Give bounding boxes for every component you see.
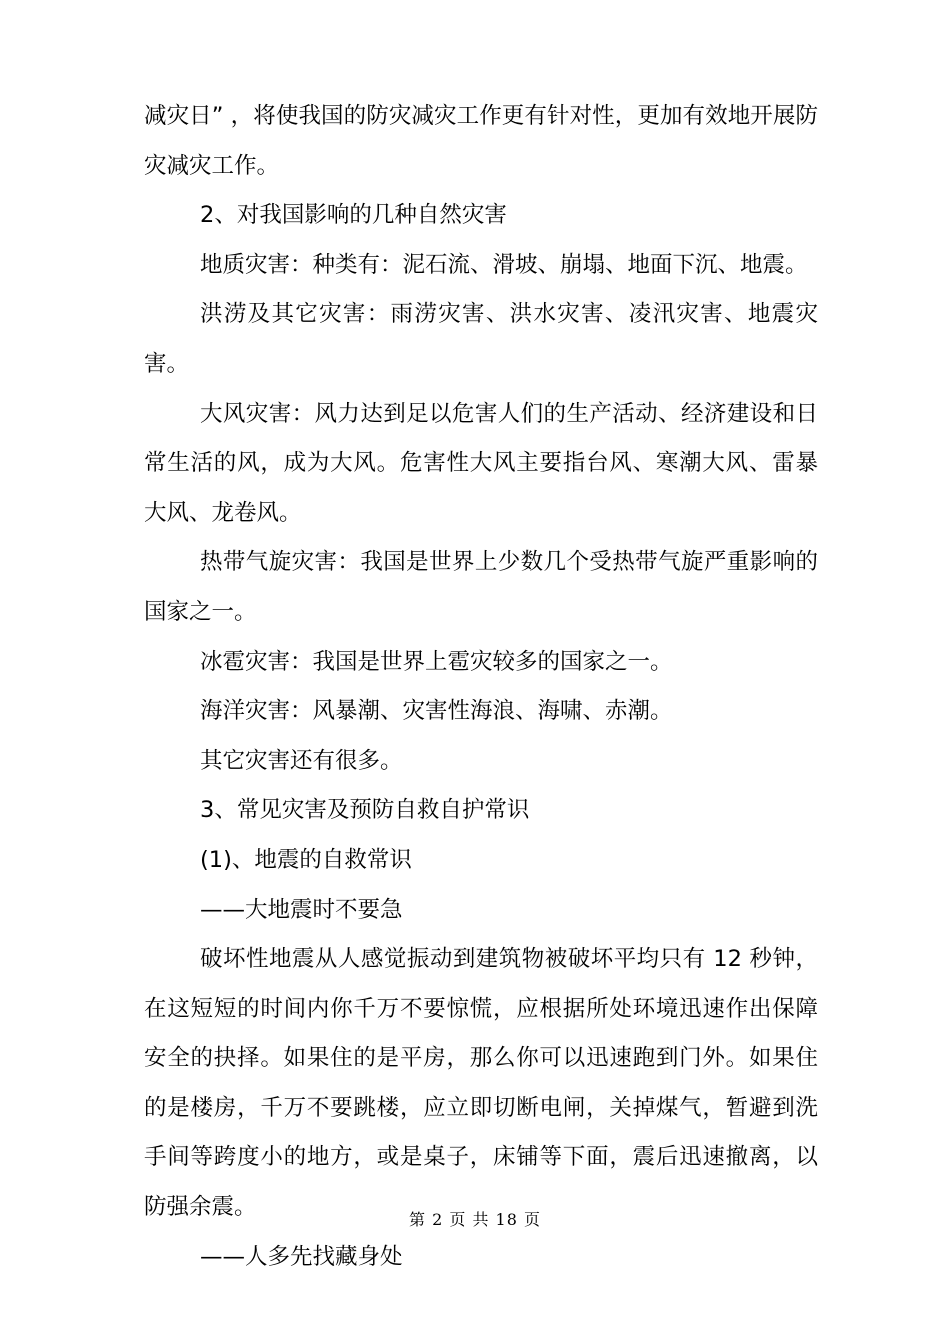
paragraph-8: 海洋灾害：风暴潮、灾害性海浪、海啸、赤潮。 <box>200 698 673 725</box>
paragraph-14-tip: ——人多先找藏身处 <box>200 1243 403 1270</box>
paragraph-1: 减灾日” ，将使我国的防灾减灾工作更有针对性，更加有效地开展防灾减灾工作。 <box>144 103 818 179</box>
paragraph-13: 破坏性地震从人感觉振动到建筑物被破坏平均只有 12 秒钟，在这短短的时间内你千万不要惊慌，应根据所处环境迅速作出保障安全的抉择。如果住的是平房，那么你可以迅速跑到门外。如果住的是楼房，千万不要跳楼，应立即切断电闸，关掉煤气，暂避到洗手间等跨度小的地方，或是桌子，床铺等下面，震后迅速撤离，以防强余震。 <box>144 946 818 1221</box>
paragraph-7: 冰雹灾害：我国是世界上雹灾较多的国家之一。 <box>200 648 673 675</box>
paragraph-3: 地质灾害：种类有：泥石流、滑坡、崩塌、地面下沉、地震。 <box>200 251 808 278</box>
paragraph-2-heading: 2、对我国影响的几种自然灾害 <box>200 202 507 229</box>
paragraph-12-tip: ——大地震时不要急 <box>200 896 403 923</box>
paragraph-11-subheading: (1)、地震的自救常识 <box>200 846 412 873</box>
paragraph-9: 其它灾害还有很多。 <box>200 747 403 774</box>
document-body <box>144 92 818 1282</box>
paragraph-6: 热带气旋灾害：我国是世界上少数几个受热带气旋严重影响的国家之一。 <box>144 549 818 625</box>
paragraph-10-heading: 3、常见灾害及预防自救自护常识 <box>200 797 530 824</box>
page-footer: 第 2 页 共 18 页 <box>409 1210 541 1229</box>
paragraph-4: 洪涝及其它灾害：雨涝灾害、洪水灾害、凌汛灾害、地震灾害。 <box>144 301 818 377</box>
paragraph-5: 大风灾害：风力达到足以危害人们的生产活动、经济建设和日常生活的风，成为大风。危害性大风主要指台风、寒潮大风、雷暴大风、龙卷风。 <box>144 400 818 526</box>
